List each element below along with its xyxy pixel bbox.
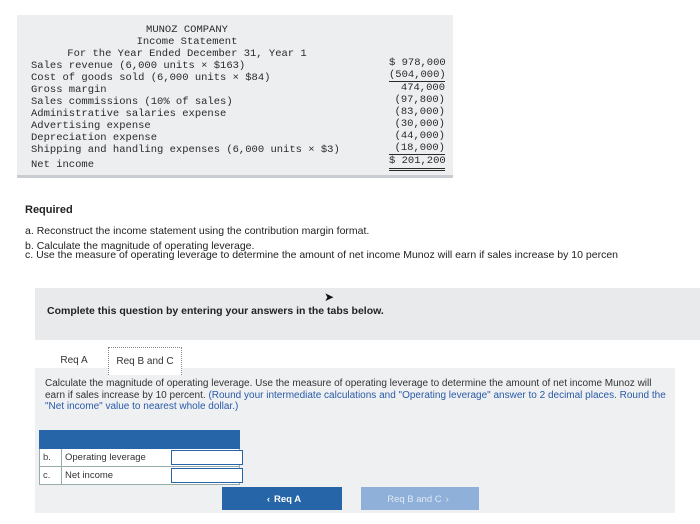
required-item-text: Reconstruct the income statement using the contribution margin format. (36, 225, 370, 237)
mouse-cursor-icon: ➤ (324, 290, 335, 304)
chevron-right-icon: › (445, 494, 449, 505)
instructions-banner (35, 288, 700, 340)
row-label-shipping: Shipping and handling expenses (6,000 units × $3) (31, 144, 340, 156)
next-button[interactable] (361, 487, 479, 510)
row-label-depreciation: Depreciation expense (31, 132, 158, 144)
required-item-text: Calculate the magnitude of operating leverage. (36, 240, 255, 252)
statement-title: Income Statement (136, 36, 238, 48)
required-item-c (25, 249, 618, 261)
company-name: MUNOZ COMPANY (146, 24, 228, 36)
row-letter: c. (43, 470, 51, 481)
row-label: Operating leverage (61, 449, 171, 466)
previous-button[interactable] (222, 487, 342, 510)
row-value-gross-margin: 474,000 (400, 82, 445, 94)
row-value-net-income: $ 201,200 (389, 155, 446, 167)
instruction-note: (Round your intermediate calculations and "Operating leverage" answer to 2 decimal places. Round the "Net income" value to nearest whole dollar.) (45, 389, 666, 412)
answer-table (39, 430, 240, 485)
statement-bottom-bar (17, 175, 453, 178)
double-rule-top (389, 168, 445, 169)
tab-req-a[interactable]: Req A (60, 355, 88, 366)
net-income-input[interactable] (171, 468, 243, 483)
double-rule-bottom (389, 170, 445, 171)
chevron-left-icon: ‹ (266, 494, 271, 505)
row-value-advertising: (30,000) (394, 118, 445, 130)
required-heading: Required (25, 204, 73, 216)
row-label-commissions: Sales commissions (10% of sales) (31, 96, 233, 108)
statement-period: For the Year Ended December 31, Year 1 (67, 48, 307, 60)
row-label-cogs: Cost of goods sold (6,000 units × $84) (31, 72, 271, 84)
row-value-depreciation: (44,000) (394, 130, 445, 142)
previous-button-label: Req A (274, 494, 302, 505)
row-value-shipping: (18,000) (394, 142, 445, 154)
table-row (39, 449, 240, 467)
complete-prompt: Complete this question by entering your answers in the tabs below. (47, 305, 384, 317)
tab-req-b-and-c[interactable]: Req B and C (108, 347, 182, 375)
answer-panel (35, 368, 675, 513)
required-item-letter: b. (25, 240, 34, 252)
row-value-sales: $ 978,000 (389, 57, 446, 69)
instruction-text (45, 378, 670, 413)
table-row (39, 467, 240, 485)
row-value-admin-salaries: (83,000) (394, 106, 445, 118)
row-value-cogs: (504,000) (389, 69, 446, 81)
row-label: Net income (61, 467, 171, 484)
instruction-main: Calculate the magnitude of operating leverage. Use the measure of operating leverage to determine the amount of net income Munoz will earn if sales increase by 10 percent. (45, 378, 652, 401)
row-label-advertising: Advertising expense (31, 120, 151, 132)
required-item-a (25, 225, 369, 237)
income-statement (17, 15, 453, 175)
next-button-label: Req B and C (387, 494, 442, 505)
row-label-gross-margin: Gross margin (31, 84, 107, 96)
required-item-letter: a. (25, 225, 34, 237)
row-letter: b. (43, 452, 51, 463)
operating-leverage-input[interactable] (171, 450, 243, 465)
required-item-letter: c. (25, 249, 34, 261)
required-item-text: Use the measure of operating leverage to determine the amount of net income Munoz will earn if sales increase by 10 percen (36, 249, 618, 261)
row-label-admin-salaries: Administrative salaries expense (31, 108, 227, 120)
row-value-commissions: (97,800) (394, 94, 445, 106)
row-label-net-income: Net income (31, 159, 95, 171)
answer-table-header (39, 430, 240, 449)
row-label-sales: Sales revenue (6,000 units × $163) (31, 60, 246, 72)
